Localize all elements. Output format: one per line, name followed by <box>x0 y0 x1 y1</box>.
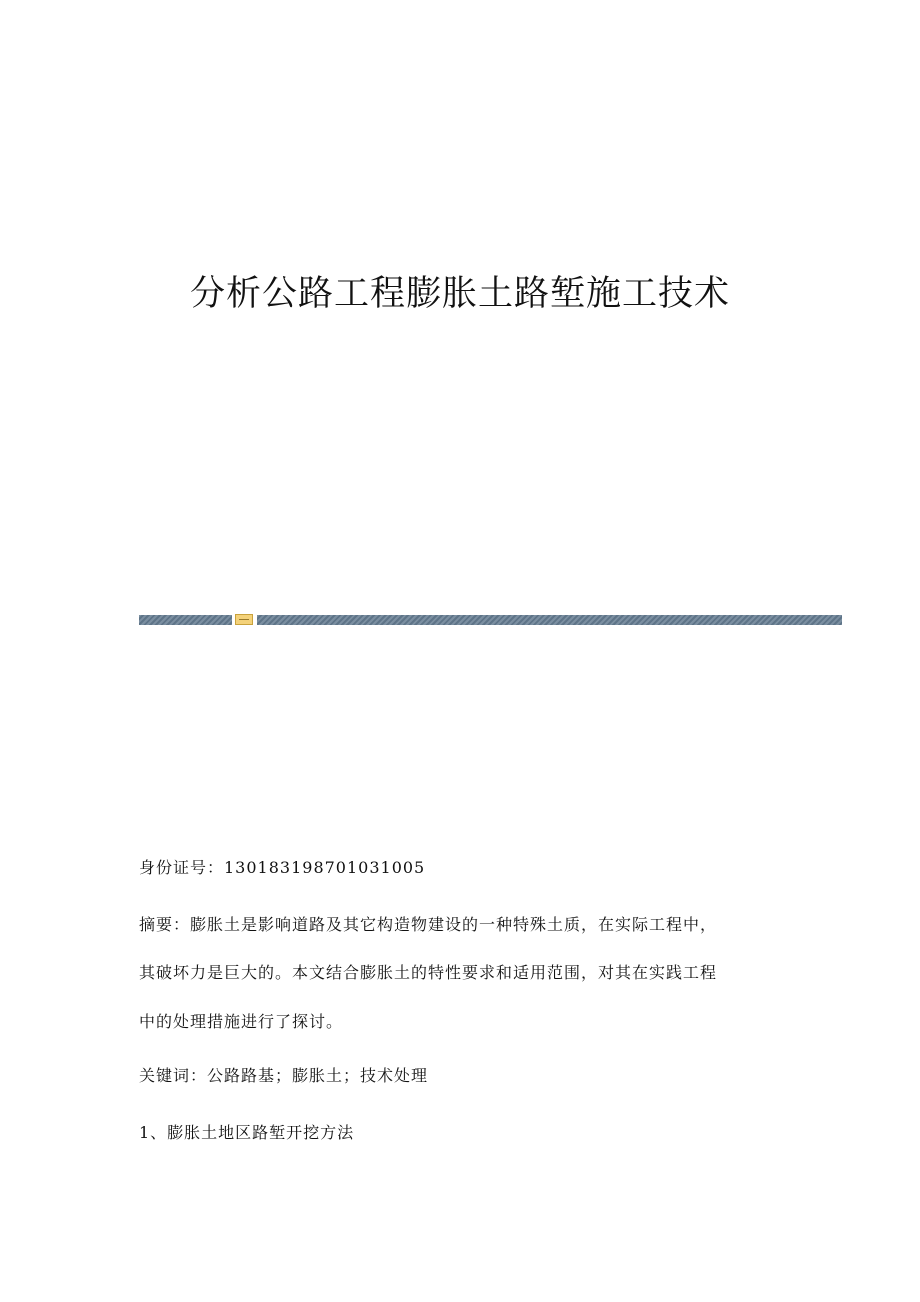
divider-ornament <box>235 614 253 625</box>
id-number-line: 身份证号：130183198701031005 <box>139 858 426 877</box>
keywords-line: 关键词：公路路基；膨胀土；技术处理 <box>139 1066 429 1085</box>
document-title: 分析公路工程膨胀土路堑施工技术 <box>189 274 730 314</box>
abstract-line-2: 其破坏力是巨大的。本文结合膨胀土的特性要求和适用范围，对其在实践工程 <box>139 963 718 982</box>
section-heading: 1、膨胀土地区路堑开挖方法 <box>139 1123 355 1142</box>
divider-right <box>257 615 842 625</box>
divider-left <box>139 615 232 625</box>
abstract-line-1: 摘要：膨胀土是影响道路及其它构造物建设的一种特殊土质，在实际工程中， <box>139 915 718 934</box>
abstract-line-3: 中的处理措施进行了探讨。 <box>139 1012 344 1031</box>
